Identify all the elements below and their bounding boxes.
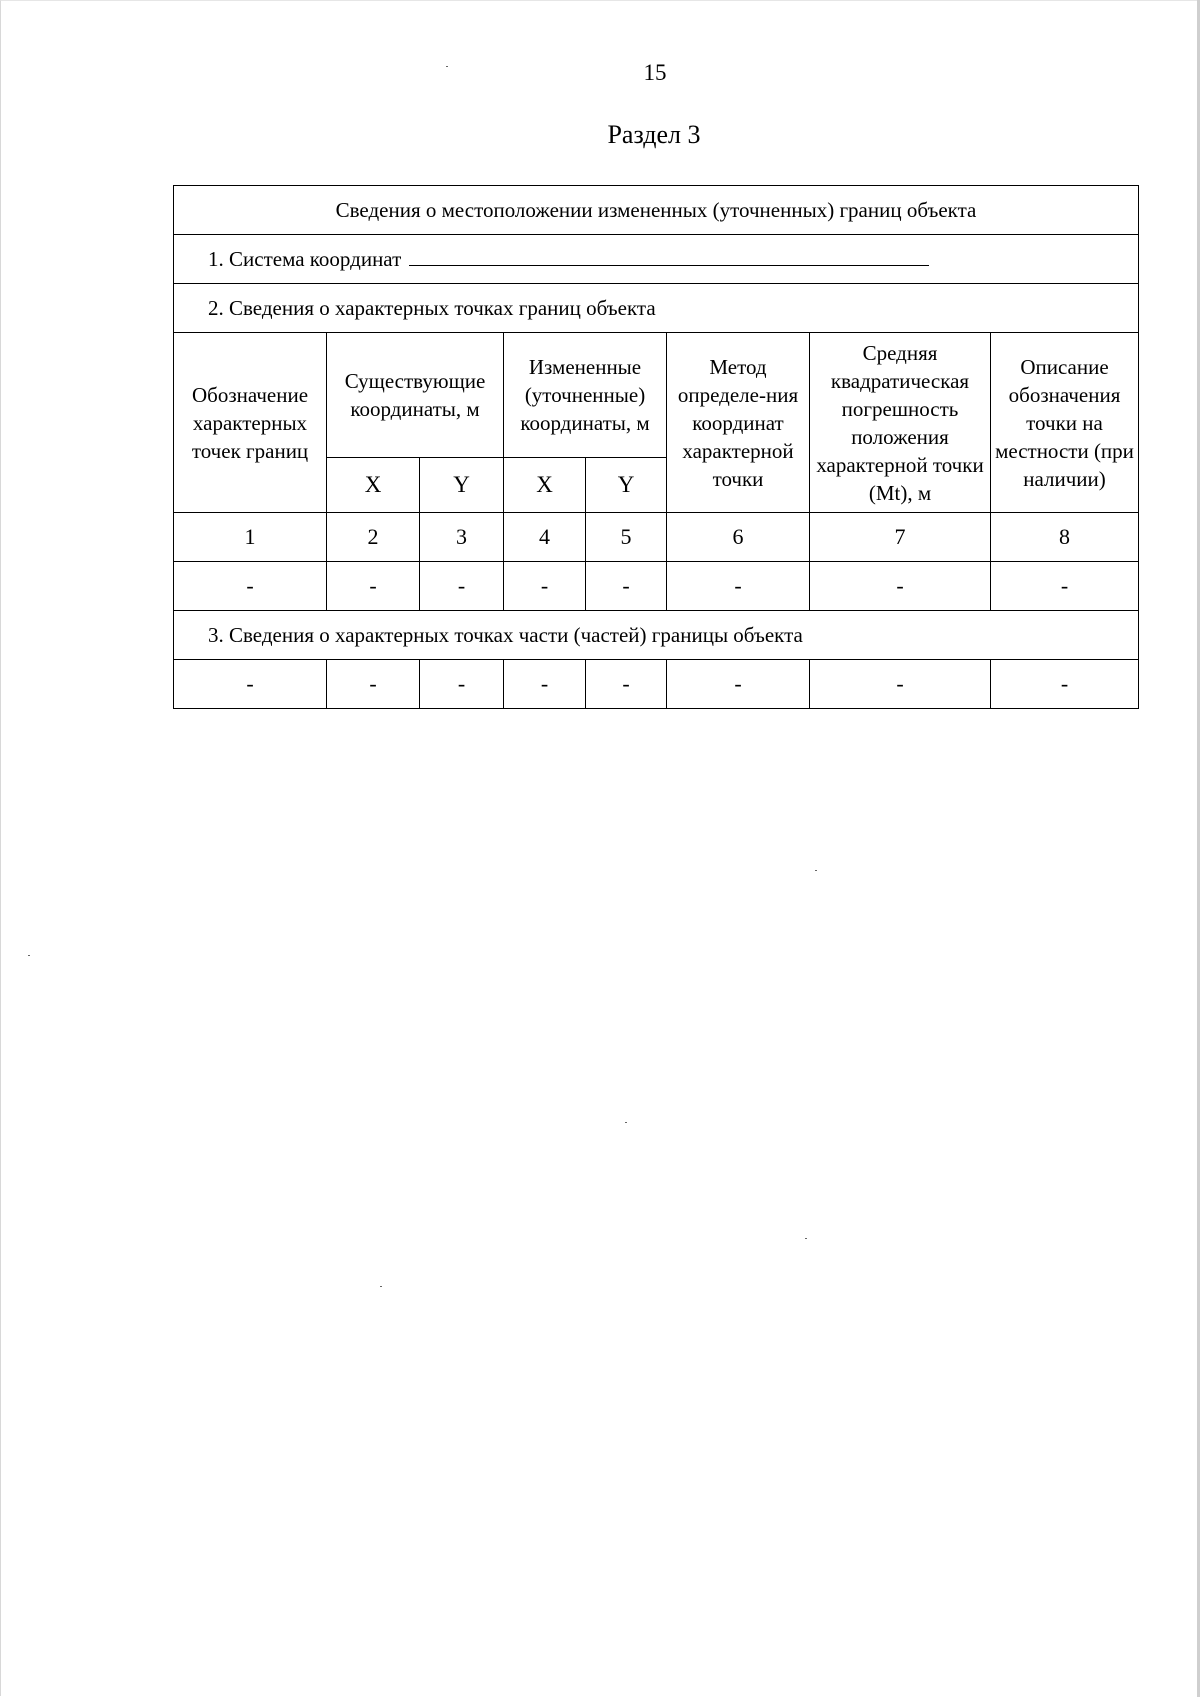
header-existing-x: X: [327, 458, 420, 513]
column-number: 7: [810, 513, 991, 562]
table-cell: -: [174, 660, 327, 709]
header-changed-x: X: [504, 458, 586, 513]
points-section-label: 2. Сведения о характерных точках границ объекта: [174, 284, 1139, 333]
header-rms-error: Средняя квадратическая погрешность положения характерной точки (Mt), м: [810, 333, 991, 513]
column-number: 8: [991, 513, 1139, 562]
column-number: 4: [504, 513, 586, 562]
header-designation: Обозначение характерных точек границ: [174, 333, 327, 513]
column-number: 2: [327, 513, 420, 562]
table-cell: -: [667, 562, 810, 611]
header-description: Описание обозначения точки на местности (при наличии): [991, 333, 1139, 513]
column-number: 5: [586, 513, 667, 562]
table-title: Сведения о местоположении измененных (уточненных) границ объекта: [174, 186, 1139, 235]
header-method: Метод определе-ния координат характерной точки: [667, 333, 810, 513]
scan-speck: [380, 1286, 382, 1287]
header-changed-y: Y: [586, 458, 667, 513]
table-cell: -: [991, 562, 1139, 611]
section-title: Раздел 3: [607, 120, 701, 149]
header-existing-y: Y: [420, 458, 504, 513]
table-cell: -: [991, 660, 1139, 709]
table-cell: -: [420, 562, 504, 611]
table-cell: -: [420, 660, 504, 709]
scan-speck: [625, 1122, 627, 1123]
scan-speck: [446, 66, 448, 67]
table-cell: -: [810, 660, 991, 709]
header-changed-coordinates: Измененные (уточненные) координаты, м: [504, 333, 667, 458]
column-number: 6: [667, 513, 810, 562]
header-existing-coordinates: Существующие координаты, м: [327, 333, 504, 458]
column-number: 3: [420, 513, 504, 562]
table-cell: -: [174, 562, 327, 611]
table-cell: -: [327, 660, 420, 709]
scan-speck: [815, 870, 817, 871]
coordinate-system-row: [174, 235, 1139, 284]
points-data-row: [174, 562, 1139, 611]
page-number: 15: [643, 60, 667, 85]
part-data-row: [174, 660, 1139, 709]
table-cell: -: [327, 562, 420, 611]
boundary-points-table: [173, 185, 1139, 709]
column-number-row: [174, 513, 1139, 562]
part-section-label: 3. Сведения о характерных точках части (частей) границы объекта: [174, 611, 1139, 660]
table-cell: -: [504, 660, 586, 709]
table-cell: -: [667, 660, 810, 709]
table-cell: -: [586, 660, 667, 709]
coordinate-system-label: 1. Система координат: [208, 246, 402, 271]
scan-speck: [28, 955, 30, 956]
scan-speck: [805, 1238, 807, 1239]
coordinate-system-blank: [409, 247, 929, 266]
table-cell: -: [504, 562, 586, 611]
column-number: 1: [174, 513, 327, 562]
table-cell: -: [586, 562, 667, 611]
table-cell: -: [810, 562, 991, 611]
